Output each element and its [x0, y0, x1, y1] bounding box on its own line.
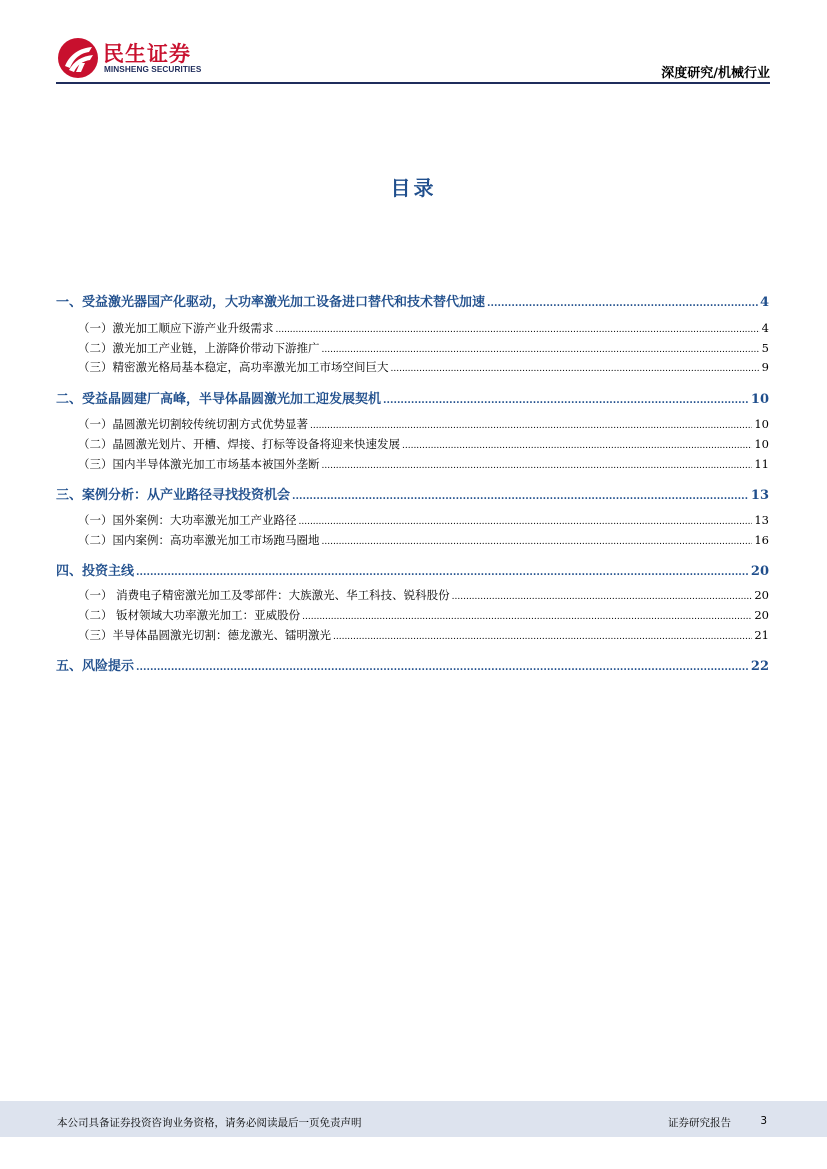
toc-dot-leader — [136, 567, 749, 578]
toc-page-number: 9 — [761, 360, 769, 374]
minsheng-logo-icon — [56, 36, 100, 80]
toc-subsection-1-1[interactable] — [78, 320, 769, 336]
toc-page-number: 10 — [750, 392, 769, 407]
toc-subsection-2-2[interactable] — [78, 436, 769, 452]
toc-dot-leader — [333, 632, 752, 642]
toc-page-number: 11 — [754, 457, 769, 471]
toc-page-number: 21 — [754, 628, 769, 642]
toc-section-4[interactable] — [56, 560, 769, 579]
toc-entry-text: （一） 消费电子精密激光加工及零部件：大族激光、华工科技、锐科股份 — [78, 588, 450, 602]
toc-subsection-2-3[interactable] — [78, 456, 769, 472]
toc-dot-leader — [487, 298, 758, 309]
toc-dot-leader — [292, 491, 749, 502]
page-header — [0, 0, 827, 90]
toc-entry-text: 二、受益晶圆建厂高峰，半导体晶圆激光加工迎发展契机 — [56, 392, 382, 407]
toc-entry-text: 四、投资主线 — [56, 564, 135, 579]
toc-section-2[interactable] — [56, 388, 769, 407]
toc-section-3[interactable] — [56, 484, 769, 503]
toc-page-number: 20 — [754, 608, 769, 622]
toc-subsection-4-2[interactable] — [78, 607, 769, 623]
toc-subsection-1-2[interactable] — [78, 340, 769, 356]
toc-entry-text: （一）晶圆激光切割较传统切割方式优势显著 — [78, 417, 308, 431]
toc-section-1[interactable] — [56, 291, 769, 310]
toc-dot-leader — [322, 537, 753, 547]
toc-dot-leader — [299, 517, 753, 527]
toc-title: 目录 — [390, 176, 437, 200]
footer-disclaimer: 本公司具备证券投资咨询业务资格，请务必阅读最后一页免责声明 — [57, 1117, 362, 1129]
toc-section-5[interactable] — [56, 655, 769, 674]
logo-chinese-name: 民生证券 — [103, 42, 191, 66]
toc-entry-text: （一）激光加工顺应下游产业升级需求 — [78, 321, 274, 335]
toc-subsection-3-1[interactable] — [78, 512, 769, 528]
toc-dot-leader — [383, 395, 749, 406]
toc-entry-text: （三）国内半导体激光加工市场基本被国外垄断 — [78, 457, 320, 471]
toc-page-number: 20 — [750, 564, 769, 579]
toc-page-number: 5 — [761, 341, 769, 355]
toc-page-number: 13 — [754, 513, 769, 527]
toc-entry-text: 五、风险提示 — [56, 659, 135, 674]
toc-subsection-3-2[interactable] — [78, 532, 769, 548]
toc-subsection-2-1[interactable] — [78, 416, 769, 432]
toc-page-number: 4 — [759, 295, 769, 310]
toc-page-number: 20 — [754, 588, 769, 602]
header-divider — [56, 82, 770, 84]
toc-subsection-4-3[interactable] — [78, 627, 769, 643]
toc-entry-text: （一）国外案例：大功率激光加工产业路径 — [78, 513, 297, 527]
company-logo — [56, 36, 216, 80]
toc-dot-leader — [302, 612, 752, 622]
toc-dot-leader — [310, 421, 752, 431]
toc-entry-text: 三、案例分析：从产业路径寻找投资机会 — [56, 488, 291, 503]
toc-entry-text: 一、受益激光器国产化驱动，大功率激光加工设备进口替代和技术替代加速 — [56, 295, 486, 310]
toc-subsection-4-1[interactable] — [78, 587, 769, 603]
toc-subsection-1-3[interactable] — [78, 359, 769, 375]
footer-page-number: 3 — [760, 1115, 767, 1127]
toc-entry-text: （三）半导体晶圆激光切割：德龙激光、镭明激光 — [78, 628, 331, 642]
report-category-tag: 深度研究/机械行业 — [661, 66, 770, 81]
logo-english-name: MINSHENG SECURITIES — [104, 65, 202, 74]
toc-page-number: 4 — [761, 321, 769, 335]
toc-dot-leader — [276, 325, 760, 335]
toc-page-number: 10 — [754, 437, 769, 451]
toc-page-number: 13 — [750, 488, 769, 503]
toc-dot-leader — [136, 662, 749, 673]
toc-dot-leader — [452, 592, 753, 602]
toc-dot-leader — [402, 441, 752, 451]
toc-page-number: 10 — [754, 417, 769, 431]
toc-page-number: 16 — [754, 533, 769, 547]
toc-entry-text: （二）晶圆激光划片、开槽、焊接、打标等设备将迎来快速发展 — [78, 437, 400, 451]
toc-entry-text: （二） 钣材领域大功率激光加工：亚威股份 — [78, 608, 301, 622]
toc-entry-text: （三）精密激光格局基本稳定，高功率激光加工市场空间巨大 — [78, 360, 389, 374]
toc-dot-leader — [322, 345, 760, 355]
toc-entry-text: （二）国内案例：高功率激光加工市场跑马圈地 — [78, 533, 320, 547]
toc-page-number: 22 — [750, 659, 769, 674]
toc-entry-text: （二）激光加工产业链，上游降价带动下游推广 — [78, 341, 320, 355]
toc-dot-leader — [391, 364, 760, 374]
footer-report-type: 证券研究报告 — [668, 1117, 731, 1129]
toc-dot-leader — [322, 461, 753, 471]
